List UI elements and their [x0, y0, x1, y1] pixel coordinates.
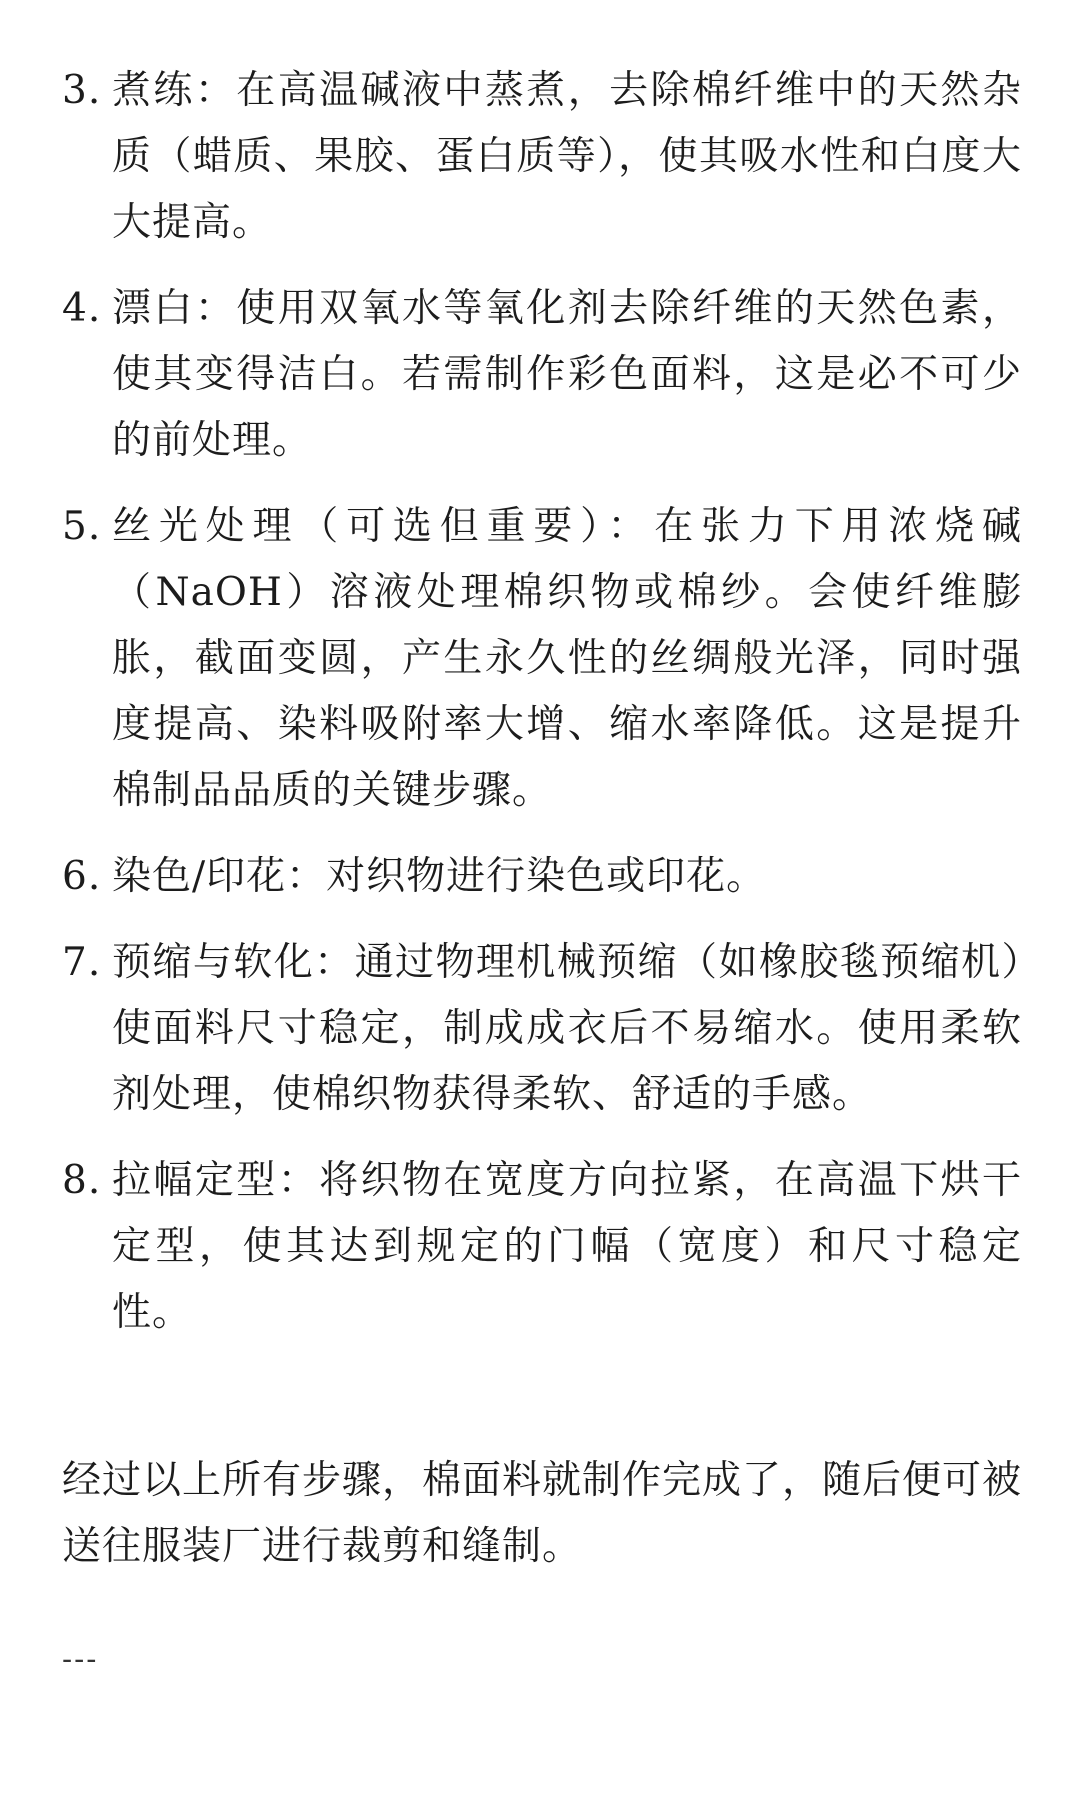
step-text: 染色/印花：对织物进行染色或印花。	[112, 854, 767, 899]
section-divider: ---	[62, 1642, 99, 1677]
step-mercerizing	[62, 494, 1022, 824]
step-tentering	[62, 1148, 1022, 1346]
step-scouring	[62, 58, 1022, 256]
summary-paragraph: 经过以上所有步骤，棉面料就制作完成了，随后便可被送往服装厂进行裁剪和缝制。	[62, 1458, 1023, 1569]
step-number: 7.	[62, 940, 102, 985]
step-bleaching	[62, 276, 1022, 474]
step-preshrink-soften	[62, 930, 1022, 1128]
step-text: 预缩与软化：通过物理机械预缩（如橡胶毯预缩机）使面料尺寸稳定，制成成衣后不易缩水。使用柔软剂处理，使棉织物获得柔软、舒适的手感。	[112, 940, 1022, 1117]
step-number: 5.	[62, 504, 102, 549]
step-number: 8.	[62, 1158, 102, 1203]
step-number: 3.	[62, 68, 102, 113]
process-steps-list	[62, 58, 1022, 1346]
document-body	[62, 58, 1022, 1680]
step-number: 6.	[62, 854, 102, 899]
step-number: 4.	[62, 286, 102, 331]
step-dyeing-printing	[62, 844, 1022, 910]
step-text: 拉幅定型：将织物在宽度方向拉紧，在高温下烘干定型，使其达到规定的门幅（宽度）和尺寸稳定性。	[112, 1158, 1022, 1335]
step-text: 丝光处理（可选但重要）：在张力下用浓烧碱（NaOH）溶液处理棉织物或棉纱。会使纤维膨胀，截面变圆，产生永久性的丝绸般光泽，同时强度提高、染料吸附率大增、缩水率降低。这是提升棉制品品质的关键步骤。	[112, 504, 1022, 813]
step-text: 漂白：使用双氧水等氧化剂去除纤维的天然色素，使其变得洁白。若需制作彩色面料，这是必不可少的前处理。	[112, 286, 1022, 463]
step-text: 煮练：在高温碱液中蒸煮，去除棉纤维中的天然杂质（蜡质、果胶、蛋白质等），使其吸水性和白度大大提高。	[112, 68, 1022, 245]
